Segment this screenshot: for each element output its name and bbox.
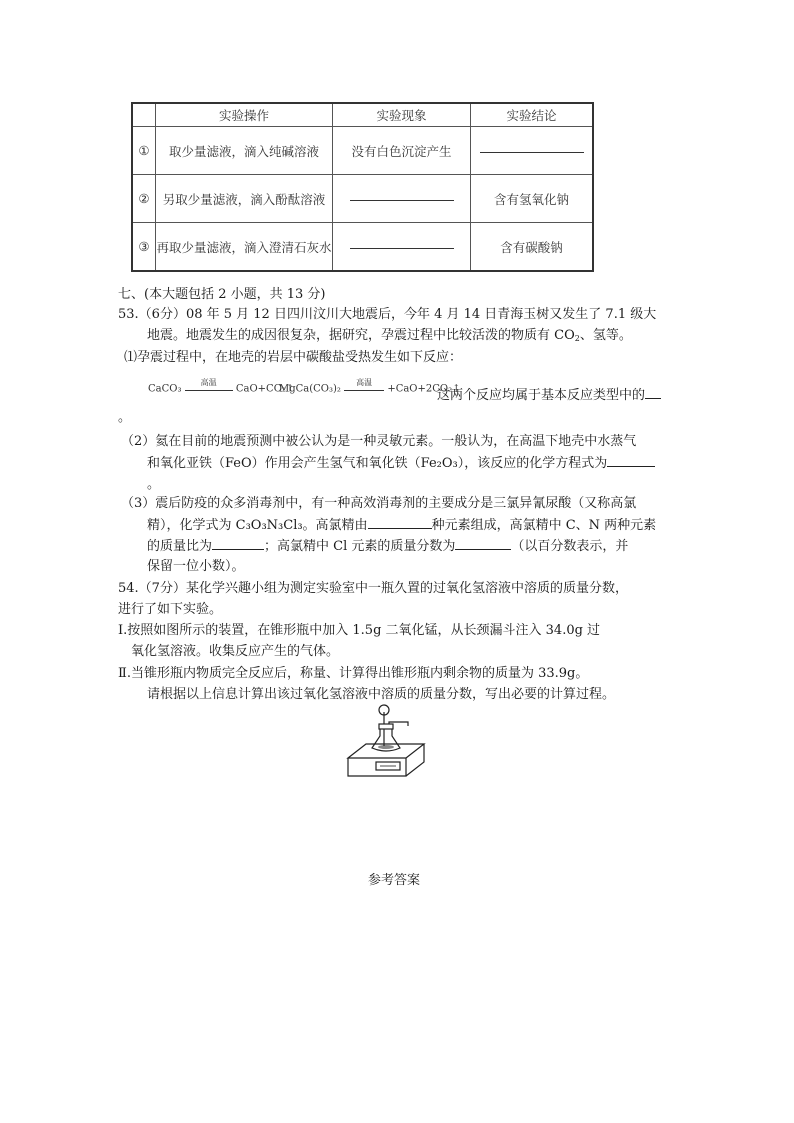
answer-blank <box>350 199 454 201</box>
row-number: ② <box>132 175 156 223</box>
q54-step2: Ⅱ.当锥形瓶内物质完全反应后，称量、计算得出锥形瓶内剩余物的质量为 33.9g。 <box>118 666 589 681</box>
experiment-table <box>131 102 594 272</box>
q53-part2-end: 。 <box>147 477 161 492</box>
q53-part3-line3: 的质量比为 ；高氯精中 Cl 元素的质量分数为 （以百分数表示，并 <box>147 539 629 554</box>
table-row <box>132 223 593 272</box>
answer-blank <box>480 151 584 153</box>
section-heading: 七、(本大题包括 2 小题，共 13 分) <box>118 287 326 302</box>
reaction-equation-2: MgCa(CO₃)₂ 高温 +CaO+2CO₂↑ <box>279 378 461 395</box>
row-number: ① <box>132 127 156 175</box>
answer-blank <box>455 537 511 550</box>
row-number: ③ <box>132 223 156 272</box>
q53-part2-line1: （2）氦在目前的地震预测中被公认为是一种灵敏元素。一般认为，在高温下地壳中水蒸气 <box>121 434 637 449</box>
operation-cell: 另取少量滤液，滴入酚酞溶液 <box>156 175 333 223</box>
q53-part3-line4: 保留一位小数）。 <box>147 559 245 574</box>
q53-part3-line1: （3）震后防疫的众多消毒剂中，有一种高效消毒剂的主要成分是三氯异氰尿酸（又称高氯 <box>121 496 637 511</box>
table-row <box>132 127 593 175</box>
q54-step1-line1: Ⅰ.按照如图所示的装置，在锥形瓶中加入 1.5g 二氧化锰，从长颈漏斗注入 34.0g 过 <box>118 623 601 638</box>
answer-blank <box>212 537 264 550</box>
answer-blank <box>368 516 432 529</box>
reaction-equation-1: CaCO₃ 高温 CaO+CO₂↑ <box>148 378 295 395</box>
q54-line1: 54.（7分）某化学兴趣小组为测定实验室中一瓶久置的过氧化氢溶液中溶质的质量分数， <box>118 581 628 596</box>
high-temp-condition: 高温 <box>185 382 233 396</box>
answer-blank <box>607 454 655 467</box>
high-temp-condition: 高温 <box>344 382 384 396</box>
balance-with-flask-apparatus-illustration <box>344 704 426 802</box>
q54-step1-line2: 氧化氢溶液。收集反应产生的气体。 <box>131 644 340 659</box>
q54-instruction: 请根据以上信息计算出该过氧化氢溶液中溶质的质量分数，写出必要的计算过程。 <box>147 687 616 702</box>
table-header-cell: 实验现象 <box>333 103 471 127</box>
q53-part3-line2: 精），化学式为 C₃O₃N₃Cl₃。高氯精由 种元素组成，高氯精中 C、N 两种元素 <box>147 518 657 533</box>
operation-cell: 取少量滤液，滴入纯碱溶液 <box>156 127 333 175</box>
conclusion-cell: 含有氢氧化钠 <box>471 175 594 223</box>
conclusion-blank <box>471 127 594 175</box>
q53-part2-line2: 和氧化亚铁（FeO）作用会产生氢气和氧化铁（Fe₂O₃），该反应的化学方程式为 <box>147 454 655 473</box>
phenomenon-blank <box>333 223 471 272</box>
answer-blank <box>645 386 661 399</box>
conclusion-cell: 含有碳酸钠 <box>471 223 594 272</box>
answer-title: 参考答案 <box>368 873 421 888</box>
phenomenon-cell: 没有白色沉淀产生 <box>333 127 471 175</box>
q53-line1: 53.（6分）08 年 5 月 12 日四川汶川大地震后，今年 4 月 14 日青海玉树又发生了 7.1 级大 <box>118 307 657 322</box>
table-header-cell: 实验操作 <box>156 103 333 127</box>
operation-cell: 再取少量滤液，滴入澄清石灰水 <box>156 223 333 272</box>
q53-part1-end: 。 <box>118 410 132 425</box>
phenomenon-blank <box>333 175 471 223</box>
table-header-row <box>132 103 593 127</box>
table-header-cell: 实验结论 <box>471 103 594 127</box>
q53-line2: 地震。地震发生的成因很复杂，据研究，孕震过程中比较活泼的物质有 $CO_2$、氢等。 <box>147 328 632 343</box>
q53-part1-question: 这两个反应均属于基本反应类型中的 <box>437 386 661 405</box>
table-row <box>132 175 593 223</box>
q54-line2: 进行了如下实验。 <box>118 602 223 617</box>
table-header-cell <box>132 103 156 127</box>
q53-part1-intro: ⑴孕震过程中，在地壳的岩层中碳酸盐受热发生如下反应： <box>124 350 463 365</box>
answer-blank <box>350 247 454 249</box>
